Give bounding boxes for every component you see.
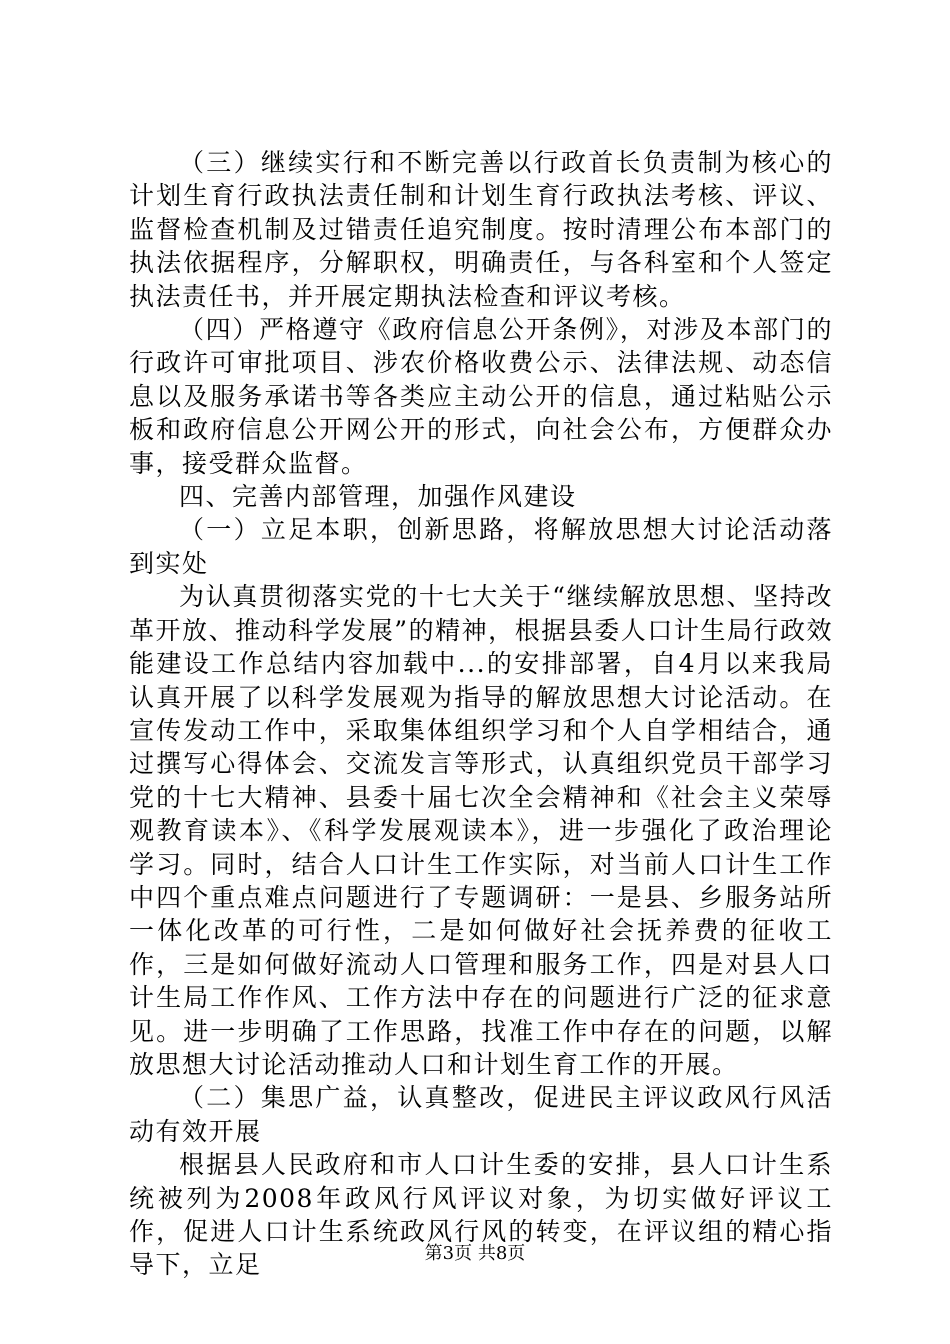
subsection-heading-1: （一）立足本职，创新思路，将解放思想大讨论活动落到实处 <box>129 515 833 578</box>
page-number: 第3页 共8页 <box>424 1243 526 1264</box>
section-heading-4: 四、完善内部管理，加强作风建设 <box>179 482 577 512</box>
document-body <box>129 146 833 1282</box>
paragraph-4: （四）严格遵守《政府信息公开条例》，对涉及本部门的行政许可审批项目、涉农价格收费公示、法律法规、动态信息以及服务承诺书等各类应主动公开的信息，通过粘贴公示板和政府信息公开网公开的形式，向社会公布，方便群众办事，接受群众监督。 <box>129 315 833 478</box>
paragraph-body-2: 根据县人民政府和市人口计生委的安排，县人口计生系统被列为2008年政风行风评议对象，为切实做好评议工作，促进人口计生系统政风行风的转变，在评议组的精心指导下，立足 <box>129 1150 833 1280</box>
subsection-heading-2: （二）集思广益，认真整改，促进民主评议政风行风活动有效开展 <box>129 1083 833 1146</box>
paragraph-body-1: 为认真贯彻落实党的十七大关于“继续解放思想、坚持改革开放、推动科学发展”的精神，根据县委人口计生局行政效能建设工作总结内容加载中...的安排部署，自4月以来我局认真开展了以科学发展观为指导的解放思想大讨论活动。在宣传发动工作中，采取集体组织学习和个人自学相结合，通过撰写心得体会、交流发言等形式，认真组织党员干部学习党的十七大精神、县委十届七次全会精神和《社会主义荣辱观教育读本》、《科学发展观读本》，进一步强化了政治理论学习。同时，结合人口计生工作实际，对当前人口计生工作中四个重点难点问题进行了专题调研：一是县、乡服务站所一体化改革的可行性，二是如何做好社会抚养费的征收工作，三是如何做好流动人口管理和服务工作，四是对县人口计生局工作作风、工作方法中存在的问题进行广泛的征求意见。进一步明确了工作思路，找准工作中存在的问题，以解放思想大讨论活动推动人口和计划生育工作的开展。 <box>129 582 833 1079</box>
paragraph-3: （三）继续实行和不断完善以行政首长负责制为核心的计划生育行政执法责任制和计划生育行政执法考核、评议、监督检查机制及过错责任追究制度。按时清理公布本部门的执法依据程序，分解职权，明确责任，与各科室和个人签定执法责任书，并开展定期执法检查和评议考核。 <box>129 148 833 311</box>
page-footer <box>0 1242 950 1266</box>
